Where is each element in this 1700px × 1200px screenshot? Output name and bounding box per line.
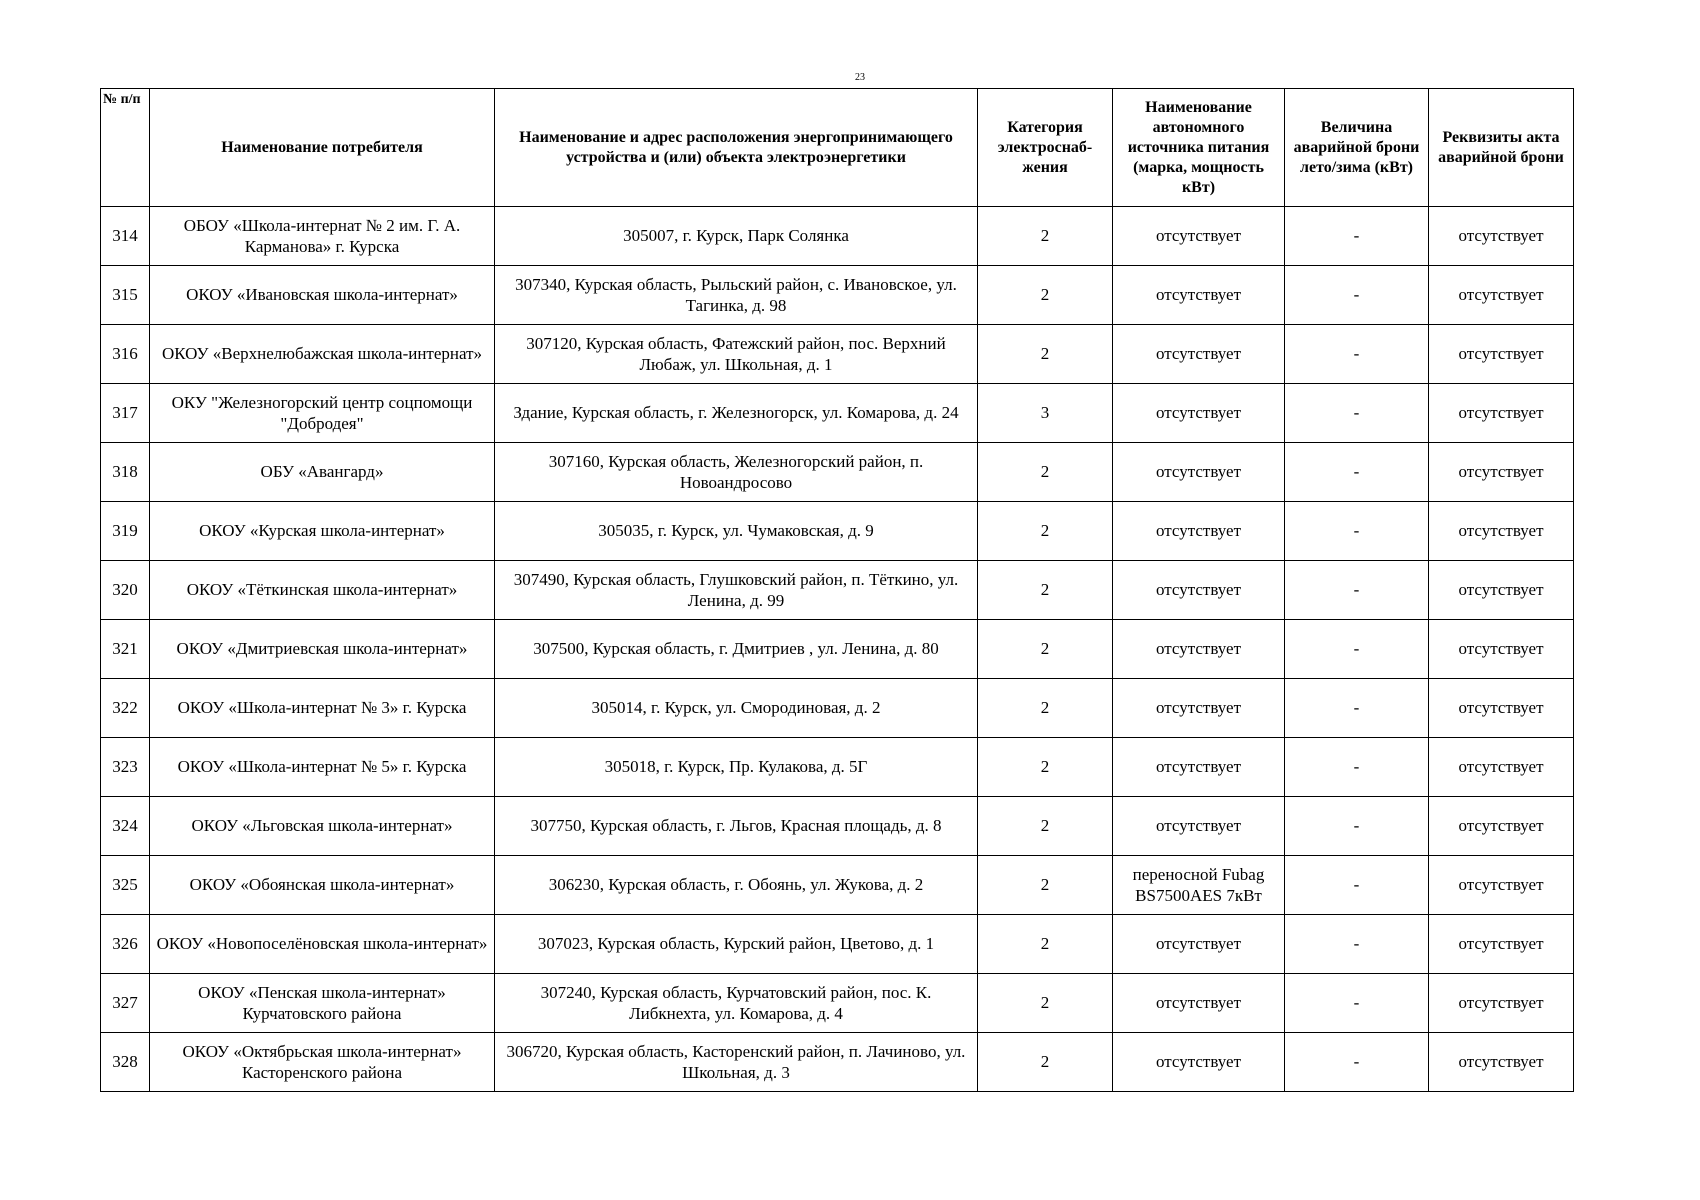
table-row xyxy=(101,915,1574,974)
cell-consumer: ОКОУ «Обоянская школа-интернат» xyxy=(150,856,495,915)
cell-number: 319 xyxy=(101,502,150,561)
table-row xyxy=(101,561,1574,620)
cell-power-source: отсутствует xyxy=(1113,797,1285,856)
cell-category: 2 xyxy=(978,797,1113,856)
table-row xyxy=(101,856,1574,915)
cell-power-source: отсутствует xyxy=(1113,561,1285,620)
cell-consumer: ОКОУ «Курская школа-интернат» xyxy=(150,502,495,561)
cell-consumer: ОКОУ «Верхнелюбажская школа-интернат» xyxy=(150,325,495,384)
cell-category: 2 xyxy=(978,207,1113,266)
cell-consumer: ОКУ "Железногорский центр соцпомощи "Добродея" xyxy=(150,384,495,443)
cell-consumer: ОКОУ «Школа-интернат № 3» г. Курска xyxy=(150,679,495,738)
cell-reserve-value: - xyxy=(1285,679,1429,738)
cell-category: 2 xyxy=(978,325,1113,384)
cell-power-source: отсутствует xyxy=(1113,384,1285,443)
cell-reserve-value: - xyxy=(1285,561,1429,620)
header-number: № п/п xyxy=(101,89,150,207)
cell-category: 2 xyxy=(978,974,1113,1033)
cell-reserve-value: - xyxy=(1285,207,1429,266)
cell-address: 307240, Курская область, Курчатовский район, пос. К. Либкнехта, ул. Комарова, д. 4 xyxy=(495,974,978,1033)
cell-address: 307500, Курская область, г. Дмитриев , ул. Ленина, д. 80 xyxy=(495,620,978,679)
header-address: Наименование и адрес расположения энергопринимающего устройства и (или) объекта электроэнергетики xyxy=(495,89,978,207)
cell-address: 305014, г. Курск, ул. Смородиновая, д. 2 xyxy=(495,679,978,738)
cell-act-details: отсутствует xyxy=(1429,738,1574,797)
header-reserve-value: Величина аварийной брони лето/зима (кВт) xyxy=(1285,89,1429,207)
cell-address: 305007, г. Курск, Парк Солянка xyxy=(495,207,978,266)
cell-category: 2 xyxy=(978,856,1113,915)
cell-power-source: переносной Fubag BS7500AES 7кВт xyxy=(1113,856,1285,915)
table-row xyxy=(101,266,1574,325)
table-row xyxy=(101,974,1574,1033)
cell-number: 323 xyxy=(101,738,150,797)
cell-power-source: отсутствует xyxy=(1113,738,1285,797)
cell-number: 325 xyxy=(101,856,150,915)
cell-consumer: ОКОУ «Новопоселёновская школа-интернат» xyxy=(150,915,495,974)
cell-consumer: ОБОУ «Школа-интернат № 2 им. Г. А. Карманова» г. Курска xyxy=(150,207,495,266)
cell-consumer: ОКОУ «Пенская школа-интернат» Курчатовского района xyxy=(150,974,495,1033)
table-row xyxy=(101,325,1574,384)
cell-number: 314 xyxy=(101,207,150,266)
cell-act-details: отсутствует xyxy=(1429,620,1574,679)
consumers-table xyxy=(100,88,1574,1092)
cell-number: 324 xyxy=(101,797,150,856)
table-row xyxy=(101,797,1574,856)
cell-act-details: отсутствует xyxy=(1429,974,1574,1033)
cell-category: 2 xyxy=(978,502,1113,561)
cell-address: 306230, Курская область, г. Обоянь, ул. Жукова, д. 2 xyxy=(495,856,978,915)
cell-reserve-value: - xyxy=(1285,1033,1429,1092)
cell-consumer: ОБУ «Авангард» xyxy=(150,443,495,502)
cell-reserve-value: - xyxy=(1285,915,1429,974)
table-row xyxy=(101,679,1574,738)
cell-reserve-value: - xyxy=(1285,266,1429,325)
cell-number: 320 xyxy=(101,561,150,620)
cell-power-source: отсутствует xyxy=(1113,974,1285,1033)
cell-address: 305018, г. Курск, Пр. Кулакова, д. 5Г xyxy=(495,738,978,797)
cell-act-details: отсутствует xyxy=(1429,856,1574,915)
cell-reserve-value: - xyxy=(1285,856,1429,915)
cell-act-details: отсутствует xyxy=(1429,207,1574,266)
cell-act-details: отсутствует xyxy=(1429,325,1574,384)
cell-address: 305035, г. Курск, ул. Чумаковская, д. 9 xyxy=(495,502,978,561)
cell-power-source: отсутствует xyxy=(1113,620,1285,679)
cell-address: 307160, Курская область, Железногорский район, п. Новоандросово xyxy=(495,443,978,502)
cell-number: 316 xyxy=(101,325,150,384)
cell-consumer: ОКОУ «Школа-интернат № 5» г. Курска xyxy=(150,738,495,797)
cell-power-source: отсутствует xyxy=(1113,679,1285,738)
table-row xyxy=(101,207,1574,266)
cell-consumer: ОКОУ «Ивановская школа-интернат» xyxy=(150,266,495,325)
cell-address: 307750, Курская область, г. Льгов, Красная площадь, д. 8 xyxy=(495,797,978,856)
cell-consumer: ОКОУ «Октябрьская школа-интернат» Касторенского района xyxy=(150,1033,495,1092)
cell-power-source: отсутствует xyxy=(1113,915,1285,974)
cell-reserve-value: - xyxy=(1285,325,1429,384)
cell-address: 307120, Курская область, Фатежский район, пос. Верхний Любаж, ул. Школьная, д. 1 xyxy=(495,325,978,384)
cell-category: 2 xyxy=(978,620,1113,679)
cell-category: 2 xyxy=(978,679,1113,738)
cell-reserve-value: - xyxy=(1285,620,1429,679)
cell-number: 318 xyxy=(101,443,150,502)
cell-act-details: отсутствует xyxy=(1429,915,1574,974)
cell-power-source: отсутствует xyxy=(1113,266,1285,325)
cell-number: 328 xyxy=(101,1033,150,1092)
cell-act-details: отсутствует xyxy=(1429,266,1574,325)
header-category: Категория электроснаб-жения xyxy=(978,89,1113,207)
cell-reserve-value: - xyxy=(1285,797,1429,856)
cell-address: 307023, Курская область, Курский район, Цветово, д. 1 xyxy=(495,915,978,974)
header-consumer: Наименование потребителя xyxy=(150,89,495,207)
cell-category: 2 xyxy=(978,738,1113,797)
cell-reserve-value: - xyxy=(1285,384,1429,443)
cell-act-details: отсутствует xyxy=(1429,443,1574,502)
cell-power-source: отсутствует xyxy=(1113,443,1285,502)
cell-reserve-value: - xyxy=(1285,738,1429,797)
cell-number: 317 xyxy=(101,384,150,443)
page-number: 23 xyxy=(855,72,865,83)
table-row xyxy=(101,620,1574,679)
cell-act-details: отсутствует xyxy=(1429,679,1574,738)
cell-act-details: отсутствует xyxy=(1429,502,1574,561)
cell-reserve-value: - xyxy=(1285,443,1429,502)
cell-act-details: отсутствует xyxy=(1429,561,1574,620)
header-power-source: Наименование автономного источника питания (марка, мощность кВт) xyxy=(1113,89,1285,207)
cell-address: 306720, Курская область, Касторенский район, п. Лачиново, ул. Школьная, д. 3 xyxy=(495,1033,978,1092)
cell-category: 2 xyxy=(978,561,1113,620)
cell-category: 2 xyxy=(978,1033,1113,1092)
table-header-row xyxy=(101,89,1574,207)
cell-reserve-value: - xyxy=(1285,502,1429,561)
cell-power-source: отсутствует xyxy=(1113,502,1285,561)
header-act-details: Реквизиты акта аварийной брони xyxy=(1429,89,1574,207)
cell-number: 322 xyxy=(101,679,150,738)
table-row xyxy=(101,443,1574,502)
table-row xyxy=(101,738,1574,797)
cell-consumer: ОКОУ «Дмитриевская школа-интернат» xyxy=(150,620,495,679)
cell-address: 307490, Курская область, Глушковский район, п. Тёткино, ул. Ленина, д. 99 xyxy=(495,561,978,620)
cell-consumer: ОКОУ «Тёткинская школа-интернат» xyxy=(150,561,495,620)
table-row xyxy=(101,384,1574,443)
cell-reserve-value: - xyxy=(1285,974,1429,1033)
cell-number: 327 xyxy=(101,974,150,1033)
cell-act-details: отсутствует xyxy=(1429,797,1574,856)
cell-number: 326 xyxy=(101,915,150,974)
cell-category: 3 xyxy=(978,384,1113,443)
cell-power-source: отсутствует xyxy=(1113,1033,1285,1092)
cell-category: 2 xyxy=(978,266,1113,325)
cell-act-details: отсутствует xyxy=(1429,384,1574,443)
cell-address: 307340, Курская область, Рыльский район, с. Ивановское, ул. Тагинка, д. 98 xyxy=(495,266,978,325)
cell-category: 2 xyxy=(978,443,1113,502)
table-row xyxy=(101,1033,1574,1092)
cell-address: Здание, Курская область, г. Железногорск, ул. Комарова, д. 24 xyxy=(495,384,978,443)
cell-number: 315 xyxy=(101,266,150,325)
cell-power-source: отсутствует xyxy=(1113,207,1285,266)
cell-number: 321 xyxy=(101,620,150,679)
cell-consumer: ОКОУ «Льговская школа-интернат» xyxy=(150,797,495,856)
cell-act-details: отсутствует xyxy=(1429,1033,1574,1092)
cell-category: 2 xyxy=(978,915,1113,974)
cell-power-source: отсутствует xyxy=(1113,325,1285,384)
table-row xyxy=(101,502,1574,561)
